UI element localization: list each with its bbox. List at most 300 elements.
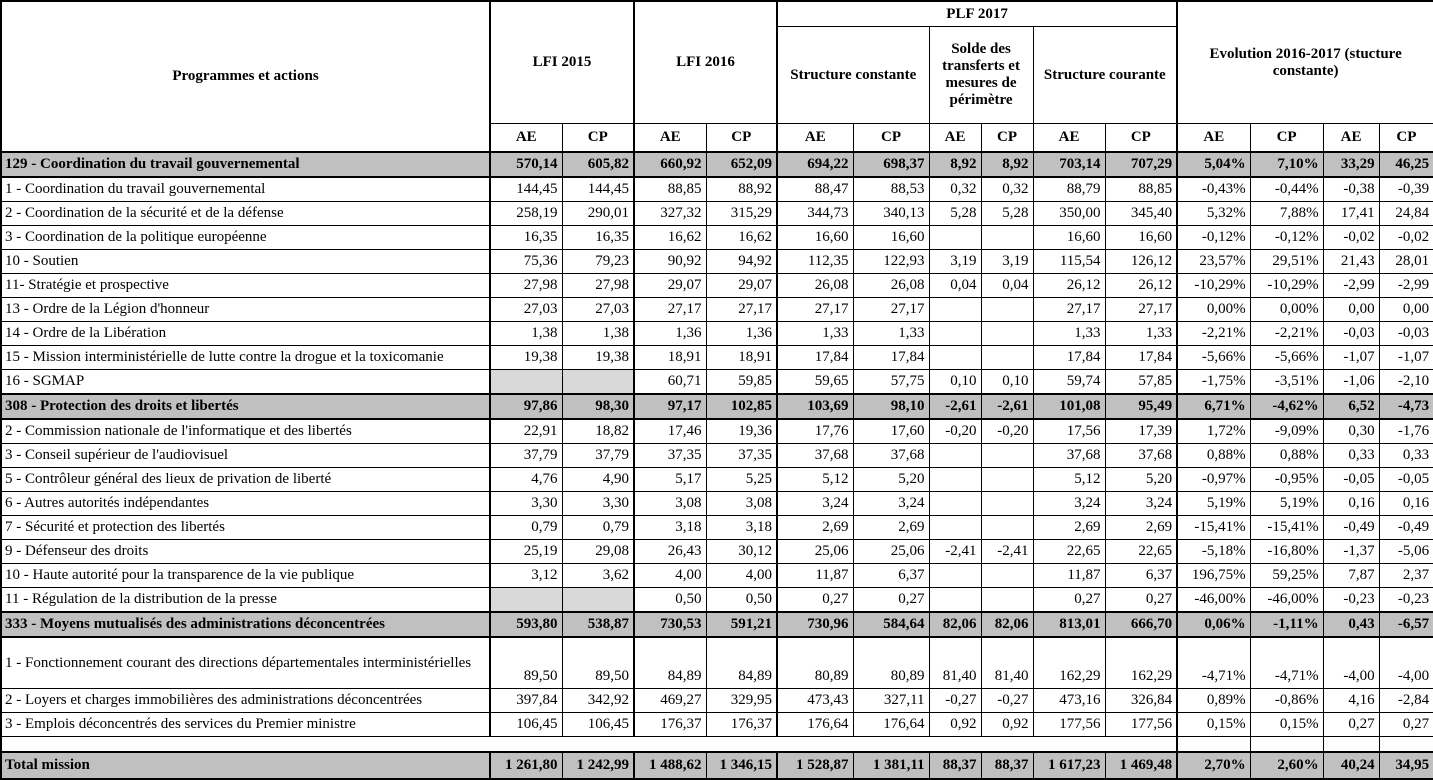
row-label: 7 - Sécurité et protection des libertés [1, 516, 490, 540]
value-cell: -0,20 [929, 419, 981, 444]
value-cell: -2,99 [1379, 274, 1433, 298]
spacer-row [1, 737, 1433, 753]
row-label: 333 - Moyens mutualisés des administrations déconcentrées [1, 612, 490, 637]
value-cell: 4,16 [1323, 689, 1379, 713]
value-cell: 2,60% [1250, 752, 1323, 779]
value-cell: 4,90 [562, 468, 634, 492]
value-cell: 19,38 [562, 346, 634, 370]
value-cell: -5,66% [1177, 346, 1250, 370]
value-cell: 17,84 [853, 346, 929, 370]
table-row [1, 226, 1433, 250]
value-cell: 17,56 [1033, 419, 1105, 444]
value-cell: 25,06 [777, 540, 853, 564]
value-cell: -2,41 [981, 540, 1033, 564]
value-cell: 340,13 [853, 202, 929, 226]
value-cell: 19,38 [490, 346, 562, 370]
value-cell: 29,08 [562, 540, 634, 564]
value-cell: -1,76 [1379, 419, 1433, 444]
value-cell: 0,04 [981, 274, 1033, 298]
value-cell: 196,75% [1177, 564, 1250, 588]
value-cell: 1,36 [634, 322, 706, 346]
row-label: 129 - Coordination du travail gouvernemental [1, 152, 490, 177]
value-cell: 16,60 [1105, 226, 1177, 250]
value-cell: -2,99 [1323, 274, 1379, 298]
table-row [1, 492, 1433, 516]
row-label: 11 - Régulation de la distribution de la presse [1, 588, 490, 613]
value-cell: -2,84 [1379, 689, 1433, 713]
value-cell: 88,92 [706, 177, 777, 202]
value-cell: 176,37 [634, 713, 706, 737]
value-cell: 29,51% [1250, 250, 1323, 274]
value-cell: -1,06 [1323, 370, 1379, 395]
value-cell: 3,24 [1033, 492, 1105, 516]
value-cell: 27,03 [562, 298, 634, 322]
value-cell: 0,16 [1323, 492, 1379, 516]
subheader-cp: CP [706, 124, 777, 153]
value-cell: 0,30 [1323, 419, 1379, 444]
header-plf-2017: PLF 2017 [777, 1, 1177, 27]
value-cell: 122,93 [853, 250, 929, 274]
value-cell: 0,15% [1250, 713, 1323, 737]
value-cell [981, 298, 1033, 322]
value-cell: 81,40 [929, 637, 981, 689]
row-label: 1 - Fonctionnement courant des directions départementales interministérielles [1, 637, 490, 689]
value-cell: 473,16 [1033, 689, 1105, 713]
value-cell: 27,17 [706, 298, 777, 322]
subheader-ae: AE [777, 124, 853, 153]
value-cell: -2,41 [929, 540, 981, 564]
value-cell: -0,27 [981, 689, 1033, 713]
value-cell [929, 322, 981, 346]
value-cell: -0,49 [1379, 516, 1433, 540]
row-label: 2 - Commission nationale de l'informatique et des libertés [1, 419, 490, 444]
value-cell: 3,24 [777, 492, 853, 516]
value-cell: -0,20 [981, 419, 1033, 444]
value-cell: 0,88% [1177, 444, 1250, 468]
value-cell: 0,33 [1323, 444, 1379, 468]
value-cell: -0,12% [1250, 226, 1323, 250]
value-cell: 84,89 [634, 637, 706, 689]
value-cell: 2,70% [1177, 752, 1250, 779]
value-cell: 27,17 [1105, 298, 1177, 322]
value-cell: 0,15% [1177, 713, 1250, 737]
value-cell: 106,45 [562, 713, 634, 737]
value-cell [929, 226, 981, 250]
value-cell: 538,87 [562, 612, 634, 637]
value-cell: -4,71% [1250, 637, 1323, 689]
value-cell: 18,82 [562, 419, 634, 444]
table-row [1, 713, 1433, 737]
value-cell: 3,08 [706, 492, 777, 516]
value-cell: 315,29 [706, 202, 777, 226]
value-cell: 75,36 [490, 250, 562, 274]
value-cell: 327,11 [853, 689, 929, 713]
value-cell [929, 564, 981, 588]
value-cell: -0,02 [1379, 226, 1433, 250]
value-cell: -0,39 [1379, 177, 1433, 202]
value-cell: -6,57 [1379, 612, 1433, 637]
value-cell: 1,33 [777, 322, 853, 346]
value-cell: 4,76 [490, 468, 562, 492]
value-cell: 22,65 [1105, 540, 1177, 564]
value-cell: 16,35 [490, 226, 562, 250]
table-row [1, 346, 1433, 370]
value-cell: 0,10 [929, 370, 981, 395]
value-cell: 7,88% [1250, 202, 1323, 226]
row-label: 11- Stratégie et prospective [1, 274, 490, 298]
value-cell: 40,24 [1323, 752, 1379, 779]
value-cell [929, 588, 981, 613]
value-cell: 22,65 [1033, 540, 1105, 564]
value-cell: 112,35 [777, 250, 853, 274]
value-cell: 329,95 [706, 689, 777, 713]
value-cell: 0,33 [1379, 444, 1433, 468]
value-cell: 350,00 [1033, 202, 1105, 226]
value-cell: -2,21% [1250, 322, 1323, 346]
value-cell: 26,12 [1033, 274, 1105, 298]
value-cell: 0,88% [1250, 444, 1323, 468]
value-cell: 8,92 [981, 152, 1033, 177]
value-cell: 0,27 [1379, 713, 1433, 737]
value-cell: 126,12 [1105, 250, 1177, 274]
value-cell: 0,79 [562, 516, 634, 540]
value-cell: 1,72% [1177, 419, 1250, 444]
value-cell: 82,06 [929, 612, 981, 637]
value-cell: 176,64 [777, 713, 853, 737]
value-cell: 16,60 [1033, 226, 1105, 250]
value-cell: -4,62% [1250, 394, 1323, 419]
value-cell: -46,00% [1250, 588, 1323, 613]
value-cell: 80,89 [777, 637, 853, 689]
value-cell: 57,75 [853, 370, 929, 395]
value-cell: 27,03 [490, 298, 562, 322]
value-cell: 2,69 [853, 516, 929, 540]
value-cell: 1,33 [1033, 322, 1105, 346]
value-cell [981, 444, 1033, 468]
value-cell: 2,37 [1379, 564, 1433, 588]
value-cell: -16,80% [1250, 540, 1323, 564]
value-cell: 27,17 [853, 298, 929, 322]
value-cell: -0,49 [1323, 516, 1379, 540]
value-cell: 3,19 [981, 250, 1033, 274]
row-label: 6 - Autres autorités indépendantes [1, 492, 490, 516]
value-cell: -0,27 [929, 689, 981, 713]
value-cell: 88,37 [929, 752, 981, 779]
value-cell: 5,20 [1105, 468, 1177, 492]
value-cell [929, 346, 981, 370]
value-cell: 88,37 [981, 752, 1033, 779]
value-cell: 0,00 [1379, 298, 1433, 322]
subheader-ae: AE [634, 124, 706, 153]
value-cell: 2,69 [777, 516, 853, 540]
value-cell: 17,76 [777, 419, 853, 444]
value-cell: -1,07 [1379, 346, 1433, 370]
subheader-cp: CP [981, 124, 1033, 153]
value-cell: 0,00 [1323, 298, 1379, 322]
value-cell: 88,79 [1033, 177, 1105, 202]
value-cell: 37,68 [777, 444, 853, 468]
table-row [1, 588, 1433, 613]
table-row [1, 250, 1433, 274]
value-cell: 2,69 [1105, 516, 1177, 540]
row-label: 308 - Protection des droits et libertés [1, 394, 490, 419]
value-cell: 29,07 [706, 274, 777, 298]
value-cell [981, 516, 1033, 540]
value-cell [981, 346, 1033, 370]
row-label: 14 - Ordre de la Libération [1, 322, 490, 346]
table-row [1, 752, 1433, 779]
value-cell: 0,32 [929, 177, 981, 202]
value-cell: 94,92 [706, 250, 777, 274]
value-cell: 26,08 [853, 274, 929, 298]
value-cell: 1,38 [490, 322, 562, 346]
value-cell: 17,41 [1323, 202, 1379, 226]
value-cell: -0,95% [1250, 468, 1323, 492]
value-cell: 0,16 [1379, 492, 1433, 516]
table-row [1, 394, 1433, 419]
value-cell: 5,12 [1033, 468, 1105, 492]
table-row [1, 468, 1433, 492]
row-label: 13 - Ordre de la Légion d'honneur [1, 298, 490, 322]
value-cell: -4,00 [1323, 637, 1379, 689]
value-cell: 5,17 [634, 468, 706, 492]
value-cell: -15,41% [1177, 516, 1250, 540]
spacer-cell [1379, 737, 1433, 753]
subheader-ae: AE [1177, 124, 1250, 153]
table-row [1, 202, 1433, 226]
value-cell: -0,86% [1250, 689, 1323, 713]
value-cell: 7,87 [1323, 564, 1379, 588]
value-cell: 591,21 [706, 612, 777, 637]
value-cell [981, 492, 1033, 516]
value-cell: 88,47 [777, 177, 853, 202]
value-cell: 37,79 [490, 444, 562, 468]
row-label: 3 - Conseil supérieur de l'audiovisuel [1, 444, 490, 468]
value-cell: 1 617,23 [1033, 752, 1105, 779]
value-cell: 0,27 [1105, 588, 1177, 613]
value-cell: 593,80 [490, 612, 562, 637]
value-cell: 3,30 [562, 492, 634, 516]
table-row [1, 516, 1433, 540]
value-cell: 17,46 [634, 419, 706, 444]
value-cell: 17,84 [1105, 346, 1177, 370]
value-cell: -4,00 [1379, 637, 1433, 689]
value-cell: 698,37 [853, 152, 929, 177]
value-cell: -0,23 [1379, 588, 1433, 613]
value-cell: 37,68 [853, 444, 929, 468]
value-cell: 26,08 [777, 274, 853, 298]
value-cell: 5,25 [706, 468, 777, 492]
value-cell: 33,29 [1323, 152, 1379, 177]
header-structure-constante: Structure constante [777, 27, 929, 124]
table-row [1, 689, 1433, 713]
value-cell: 707,29 [1105, 152, 1177, 177]
value-cell: -46,00% [1177, 588, 1250, 613]
subheader-cp: CP [1379, 124, 1433, 153]
value-cell: -3,51% [1250, 370, 1323, 395]
table-row [1, 322, 1433, 346]
spacer-cell [1177, 737, 1250, 753]
value-cell: 176,64 [853, 713, 929, 737]
value-cell: 0,92 [929, 713, 981, 737]
table-row [1, 612, 1433, 637]
value-cell [562, 588, 634, 613]
row-label: 2 - Loyers et charges immobilières des administrations déconcentrées [1, 689, 490, 713]
value-cell: 37,35 [634, 444, 706, 468]
value-cell: 0,27 [1323, 713, 1379, 737]
value-cell: 1,33 [1105, 322, 1177, 346]
value-cell: 344,73 [777, 202, 853, 226]
value-cell: 89,50 [562, 637, 634, 689]
value-cell: 3,19 [929, 250, 981, 274]
value-cell: 81,40 [981, 637, 1033, 689]
value-cell: 3,18 [706, 516, 777, 540]
value-cell [981, 564, 1033, 588]
value-cell: 0,43 [1323, 612, 1379, 637]
value-cell: 1 469,48 [1105, 752, 1177, 779]
table-header [1, 1, 1433, 152]
value-cell: 0,00% [1177, 298, 1250, 322]
value-cell: -1,37 [1323, 540, 1379, 564]
value-cell: 0,27 [1033, 588, 1105, 613]
value-cell: 37,79 [562, 444, 634, 468]
value-cell: 97,86 [490, 394, 562, 419]
value-cell: 103,69 [777, 394, 853, 419]
row-label: 9 - Défenseur des droits [1, 540, 490, 564]
value-cell: 98,30 [562, 394, 634, 419]
value-cell: -2,10 [1379, 370, 1433, 395]
value-cell: 28,01 [1379, 250, 1433, 274]
value-cell: 18,91 [634, 346, 706, 370]
table-row [1, 419, 1433, 444]
value-cell: 1,36 [706, 322, 777, 346]
value-cell [981, 226, 1033, 250]
value-cell: 0,27 [853, 588, 929, 613]
value-cell [929, 444, 981, 468]
value-cell: 98,10 [853, 394, 929, 419]
value-cell: 17,84 [777, 346, 853, 370]
table-row [1, 444, 1433, 468]
header-lfi-2016: LFI 2016 [634, 1, 777, 124]
value-cell: 570,14 [490, 152, 562, 177]
value-cell: 660,92 [634, 152, 706, 177]
value-cell: 115,54 [1033, 250, 1105, 274]
value-cell: -10,29% [1177, 274, 1250, 298]
value-cell: -4,73 [1379, 394, 1433, 419]
table-row [1, 370, 1433, 395]
value-cell: 30,12 [706, 540, 777, 564]
value-cell: -0,38 [1323, 177, 1379, 202]
value-cell: 326,84 [1105, 689, 1177, 713]
value-cell: 95,49 [1105, 394, 1177, 419]
table-row [1, 177, 1433, 202]
value-cell: 5,28 [981, 202, 1033, 226]
table-row [1, 540, 1433, 564]
value-cell: 84,89 [706, 637, 777, 689]
value-cell: 59,25% [1250, 564, 1323, 588]
subheader-ae: AE [490, 124, 562, 153]
value-cell: 4,00 [706, 564, 777, 588]
value-cell: 102,85 [706, 394, 777, 419]
value-cell: -9,09% [1250, 419, 1323, 444]
value-cell: 703,14 [1033, 152, 1105, 177]
value-cell: 1 528,87 [777, 752, 853, 779]
value-cell: 46,25 [1379, 152, 1433, 177]
value-cell: 144,45 [490, 177, 562, 202]
value-cell: 1,38 [562, 322, 634, 346]
value-cell: 0,92 [981, 713, 1033, 737]
value-cell: -5,18% [1177, 540, 1250, 564]
value-cell: 4,00 [634, 564, 706, 588]
value-cell: 0,79 [490, 516, 562, 540]
value-cell: 27,17 [777, 298, 853, 322]
value-cell: -1,07 [1323, 346, 1379, 370]
value-cell: 101,08 [1033, 394, 1105, 419]
value-cell: 5,32% [1177, 202, 1250, 226]
value-cell: 730,53 [634, 612, 706, 637]
subheader-ae: AE [1033, 124, 1105, 153]
row-label: 5 - Contrôleur général des lieux de privation de liberté [1, 468, 490, 492]
value-cell [490, 588, 562, 613]
value-cell: 5,04% [1177, 152, 1250, 177]
value-cell [981, 322, 1033, 346]
value-cell: -0,05 [1323, 468, 1379, 492]
value-cell: 18,91 [706, 346, 777, 370]
value-cell: 59,65 [777, 370, 853, 395]
value-cell: 16,62 [706, 226, 777, 250]
value-cell: 17,39 [1105, 419, 1177, 444]
value-cell: 27,17 [1033, 298, 1105, 322]
value-cell: -0,43% [1177, 177, 1250, 202]
value-cell: 0,50 [706, 588, 777, 613]
value-cell: 730,96 [777, 612, 853, 637]
value-cell: 3,12 [490, 564, 562, 588]
subheader-ae: AE [1323, 124, 1379, 153]
value-cell: 90,92 [634, 250, 706, 274]
value-cell: 162,29 [1033, 637, 1105, 689]
subheader-cp: CP [1105, 124, 1177, 153]
value-cell: 88,85 [1105, 177, 1177, 202]
spacer-cell [1323, 737, 1379, 753]
value-cell: 345,40 [1105, 202, 1177, 226]
value-cell: 24,84 [1379, 202, 1433, 226]
value-cell: 652,09 [706, 152, 777, 177]
value-cell: 2,69 [1033, 516, 1105, 540]
value-cell: 290,01 [562, 202, 634, 226]
value-cell: 1 488,62 [634, 752, 706, 779]
value-cell: -2,21% [1177, 322, 1250, 346]
value-cell: 22,91 [490, 419, 562, 444]
subheader-cp: CP [562, 124, 634, 153]
row-label: 3 - Emplois déconcentrés des services du Premier ministre [1, 713, 490, 737]
value-cell: 5,20 [853, 468, 929, 492]
value-cell: 258,19 [490, 202, 562, 226]
value-cell: 1,33 [853, 322, 929, 346]
value-cell: -1,75% [1177, 370, 1250, 395]
value-cell: -5,06 [1379, 540, 1433, 564]
value-cell: -10,29% [1250, 274, 1323, 298]
value-cell: 16,60 [777, 226, 853, 250]
value-cell: 5,19% [1177, 492, 1250, 516]
value-cell: 6,71% [1177, 394, 1250, 419]
value-cell: 34,95 [1379, 752, 1433, 779]
value-cell: -0,05 [1379, 468, 1433, 492]
value-cell: 666,70 [1105, 612, 1177, 637]
value-cell: 1 242,99 [562, 752, 634, 779]
subheader-cp: CP [1250, 124, 1323, 153]
value-cell: -0,03 [1323, 322, 1379, 346]
value-cell: 6,37 [853, 564, 929, 588]
